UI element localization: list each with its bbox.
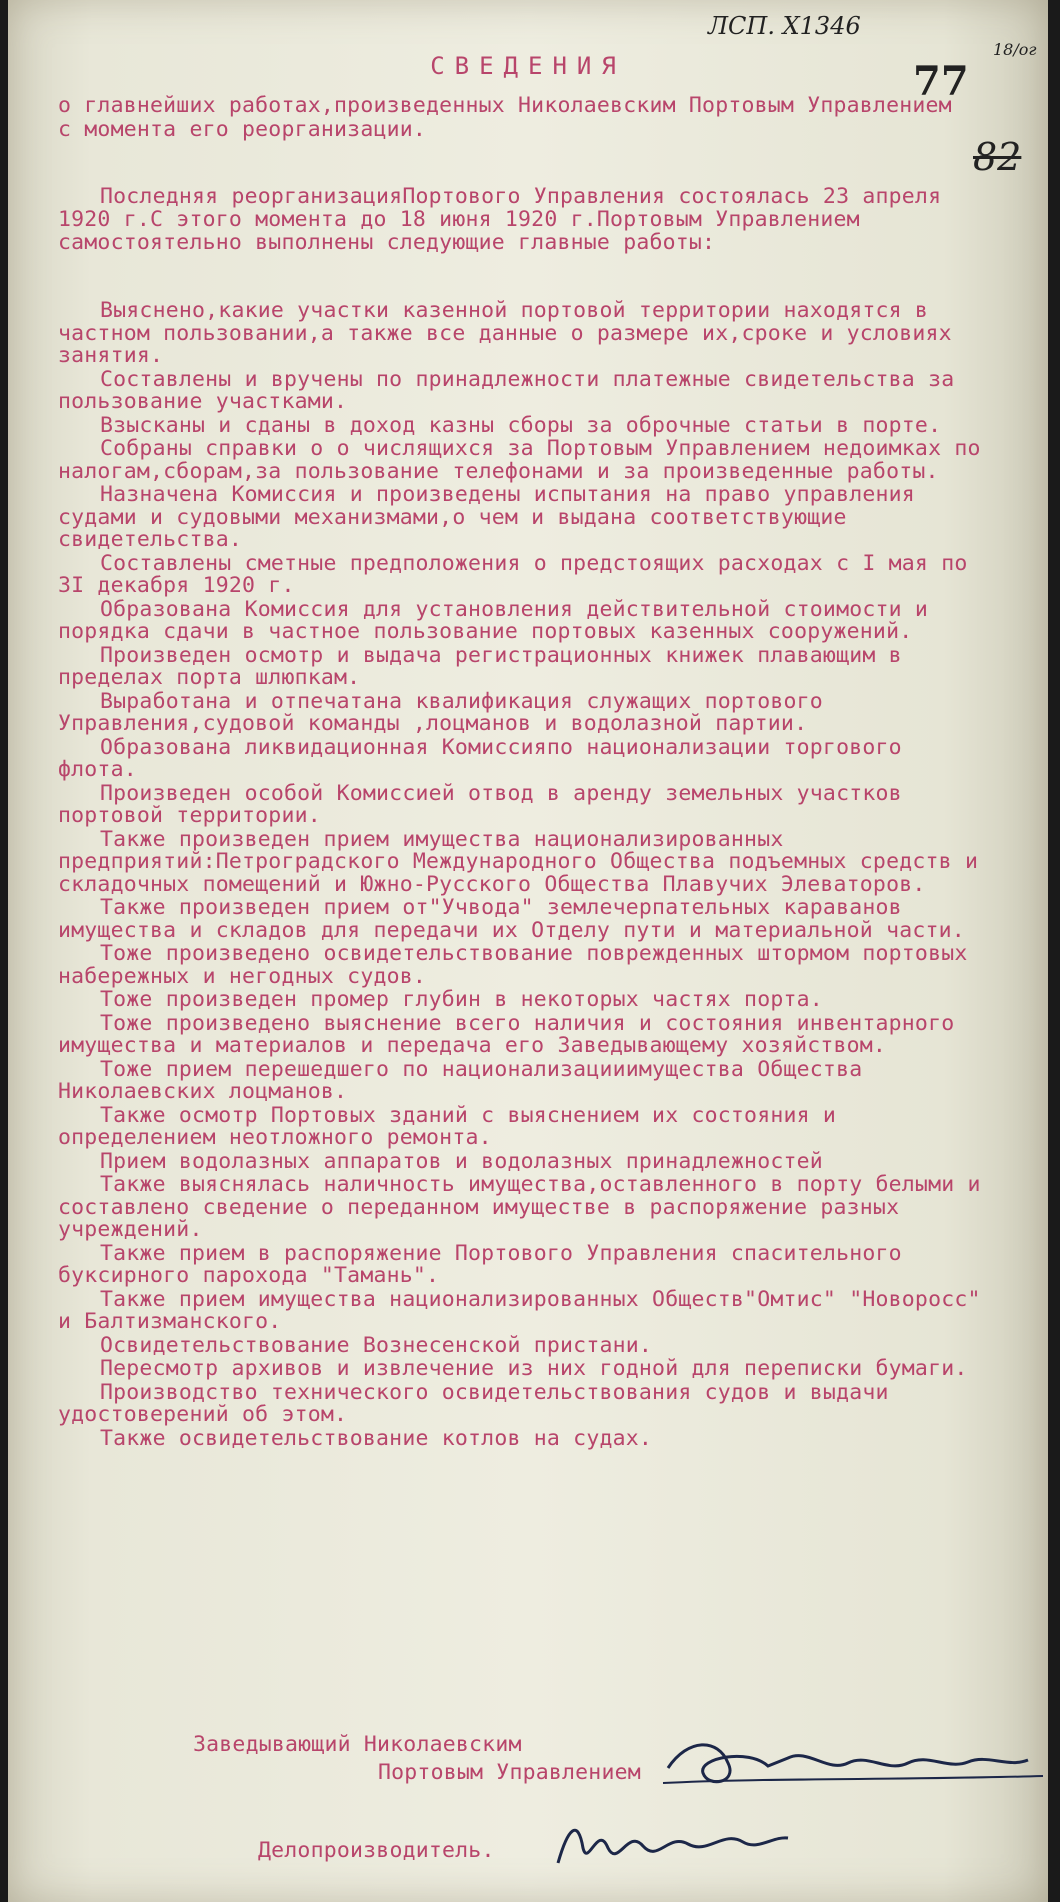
list-item: Освидетельствование Вознесенской пристани.: [100, 1332, 653, 1358]
list-item: Также выяснялась наличность имущества,оставленного в порту белыми и составлено сведение о переданном имуществе в распоряжение разных учреждений.: [58, 1172, 981, 1242]
list-item: Составлены сметные предположения о предстоящих расходах с I мая по 3I декабря 1920 г.: [58, 550, 968, 598]
document-subtitle: о главнейших работах,произведенных Николаевским Портовым Управлением с момента его реорганизации.: [58, 93, 952, 142]
list-item: Выработана и отпечатана квалификация служащих портового Управления,судовой команды ,лоцманов и водолазной партии.: [58, 688, 823, 736]
list-item: Назначена Комиссия и произведены испытания на право управления судами и судовыми механизмами,о чем и выдана соответствующие свидетельства.: [58, 482, 915, 552]
list-item: Составлены и вручены по принадлежности платежные свидетельства за пользование участками.: [58, 366, 955, 414]
intro-paragraph: Последняя реорганизацияПортового Управления состоялась 23 апреля 1920 г.С этого момента до 18 июня 1920 г.Портовым Управлением самостоятельно выполнены следующие главные работы:: [58, 184, 942, 255]
clerk-title: Делопроизводитель.: [258, 1838, 495, 1863]
list-item: Также освидетельствование котлов на судах.: [100, 1425, 653, 1451]
archive-code: ЛСП. Х1346: [708, 12, 861, 40]
document-title: СВЕДЕНИЯ: [430, 52, 626, 80]
list-item: Прием водолазных аппаратов и водолазных принадлежностей: [100, 1148, 823, 1174]
list-item: Также прием в распоряжение Портового Управления спасительного буксирного парохода "Тамань".: [58, 1240, 902, 1288]
archive-page-number: 77: [913, 58, 969, 105]
list-item: Образована Комиссия для установления действительной стоимости и порядка сдачи в частное пользование портовых казенных сооружений.: [58, 596, 929, 644]
list-item: Тоже прием перешедшего по национализацииимущества Общества Николаевских лоцманов.: [58, 1056, 863, 1104]
list-item: Также осмотр Портовых зданий с выяснением их состояния и определением неотложного ремонта.: [58, 1102, 837, 1150]
list-item: Также произведен прием от"Учвода" землечерпательных караванов имущества и складов для передачи их Отделу пути и материальной части.: [58, 895, 965, 943]
director-signature: [658, 1728, 1048, 1798]
list-item: Пересмотр архивов и извлечение из них годной для переписки бумаги.: [100, 1356, 968, 1381]
document-page: [8, 0, 1048, 1902]
list-item: Также произведен прием имущества национализированных предприятий:Петроградского Международного Общества подъемных средств и складочных помещений и Южно-Русского Общества Плавучих Элеваторов.: [58, 826, 979, 897]
list-item: Производство технического освидетельствования судов и выдачи удостоверений об этом.: [58, 1379, 889, 1427]
list-item: Выяснено,какие участки казенной портовой территории находятся в частном пользовании,а также все данные о размере их,сроке и условиях занятия.: [58, 298, 952, 368]
signature-title-line2: Портовым Управлением: [378, 1760, 641, 1785]
signature-title-line1: Заведывающий Николаевским: [193, 1732, 522, 1757]
list-item: Образована ликвидационная Комиссияпо национализации торгового флота.: [58, 734, 902, 782]
list-item: Тоже произведено выяснение всего наличия и состояния инвентарного имущества и материалов и передача его Заведывающему хозяйством.: [58, 1010, 955, 1058]
archive-sub: 18/ог: [993, 40, 1037, 59]
list-item: Собраны справки о о числящихся за Портовым Управлением недоимках по налогам,сборам,за пользование телефонами и за произведенные работы.: [58, 436, 981, 484]
list-item: Тоже произведено освидетельствование поврежденных штормом портовых набережных и негодных судов.: [58, 941, 968, 989]
clerk-signature: [548, 1808, 798, 1878]
list-item: Также прием имущества национализированных Обществ"Омтис" "Новоросс" и Балтизманского.: [58, 1286, 981, 1334]
list-item: Произведен осмотр и выдача регистрационных книжек плавающим в пределах порта шлюпкам.: [58, 642, 902, 690]
list-item: Тоже произведен промер глубин в некоторых частях порта.: [100, 987, 823, 1012]
works-list: [58, 300, 988, 1451]
list-item: Взысканы и сданы в доход казны сборы за оброчные статьи в порте.: [100, 412, 942, 438]
list-item: Произведен особой Комиссией отвод в аренду земельных участков портовой территории.: [58, 780, 902, 828]
archive-page-number-2: 82: [973, 135, 1022, 179]
